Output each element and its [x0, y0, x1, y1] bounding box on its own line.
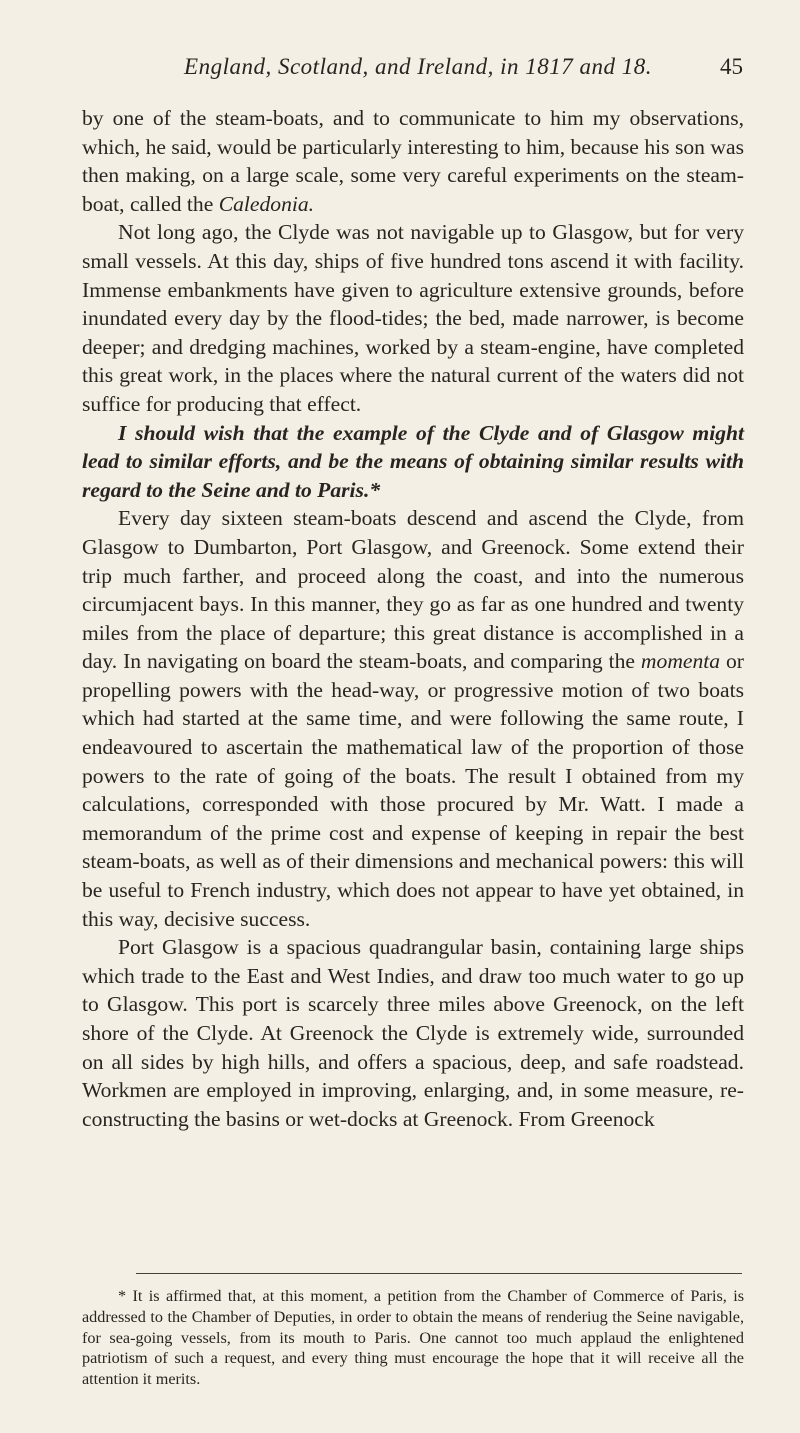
paragraph-1-text: by one of the steam-boats, and to communicate to him my observations, which, he said, would be particularly interesting to him, because his son was then making, on a large scale, some very careful experiments on the steam-boat, called the: [82, 106, 744, 216]
page-header: [118, 54, 743, 90]
paragraph-3-part-c: , and be the means of obtaining similar results with regard to the Seine and to Paris.*: [82, 449, 744, 502]
paragraph-5: Port Glasgow is a spacious quadrangular basin, containing large ships which trade to the East and West Indies, and draw too much water to go up to Glasgow. This port is scarcely three miles above Greenock, on the left shore of the Clyde. At Greenock the Clyde is extremely wide, surrounded on all sides by high hills, and offers a spacious, deep, and safe roadstead. Workmen are employed in improving, enlarging, and, in some measure, re-constructing the basins or wet-docks at Greenock. From Greenock: [82, 935, 744, 1131]
paragraph-1: [82, 104, 744, 218]
paragraph-3-part-a: I should wish that the example of the Clyde and of Glasgow might lead to similar: [82, 420, 744, 474]
momenta-term: momenta: [640, 649, 721, 674]
footnote: [82, 1286, 744, 1390]
footnote-rule: [136, 1273, 742, 1274]
page-number: 45: [720, 54, 743, 79]
footnote-text: * It is affirmed that, at this moment, a petition from the Chamber of Commerce of Paris, is addressed to the Chamber of Deputies, in order to obtain the means of renderiug the Seine navigable, for sea-going vessels, from its mouth to Paris. One cannot too much applaud the enlightened patriotism of such a request, and every thing must encourage the hope that it will receive all the attention it merits.: [82, 1287, 744, 1389]
paragraph-4: [82, 504, 744, 933]
paragraph-4-part-b: or propelling powers with the head-way, or progressive motion of two boats which had started at the same time, and were following the same route, I endeavoured to ascertain the mathematical law of the proportion of those powers to the rate of going of the boats. The result I obtained from my calculations, corresponded with those procured by Mr. Watt. I made a memorandum of the prime cost and expense of keeping in repair the best steam-boats, as well as of their dimensions and mechanical powers: this will be useful to French industry, which does not appear to have yet obtained, in this way, decisive success.: [82, 649, 744, 931]
ship-name-caledonia: Caledonia.: [218, 191, 315, 216]
running-head: England, Scotland, and Ireland, in 1817 and 18.: [184, 54, 652, 79]
paragraph-4-part-a: Every day sixteen steam-boats descend and ascend the Clyde, from Glasgow to Dumbarton, Port Glasgow, and Greenock. Some extend their trip much farther, and proceed along the coast, and into the numerous circumjacent bays. In this manner, they go as far as one hundred and twenty miles from the place of departure; this great distance is accomplished in a day. In navigating on board the steam-boats, and comparing the: [82, 506, 744, 674]
paragraph-2: Not long ago, the Clyde was not navigable up to Glasgow, but for very small vessels. At this day, ships of five hundred tons ascend it with facility. Immense embankments have given to agriculture extensive grounds, before inundated every day by the flood-tides; the bed, made narrower, is become deeper; and dredging machines, worked by a steam-engine, have completed this great work, in the places where the natural current of the waters did not suffice for producing that effect.: [82, 220, 744, 416]
body-text: [82, 104, 744, 1133]
paragraph-3-part-b: efforts: [218, 449, 276, 474]
paragraph-3: [82, 419, 744, 505]
